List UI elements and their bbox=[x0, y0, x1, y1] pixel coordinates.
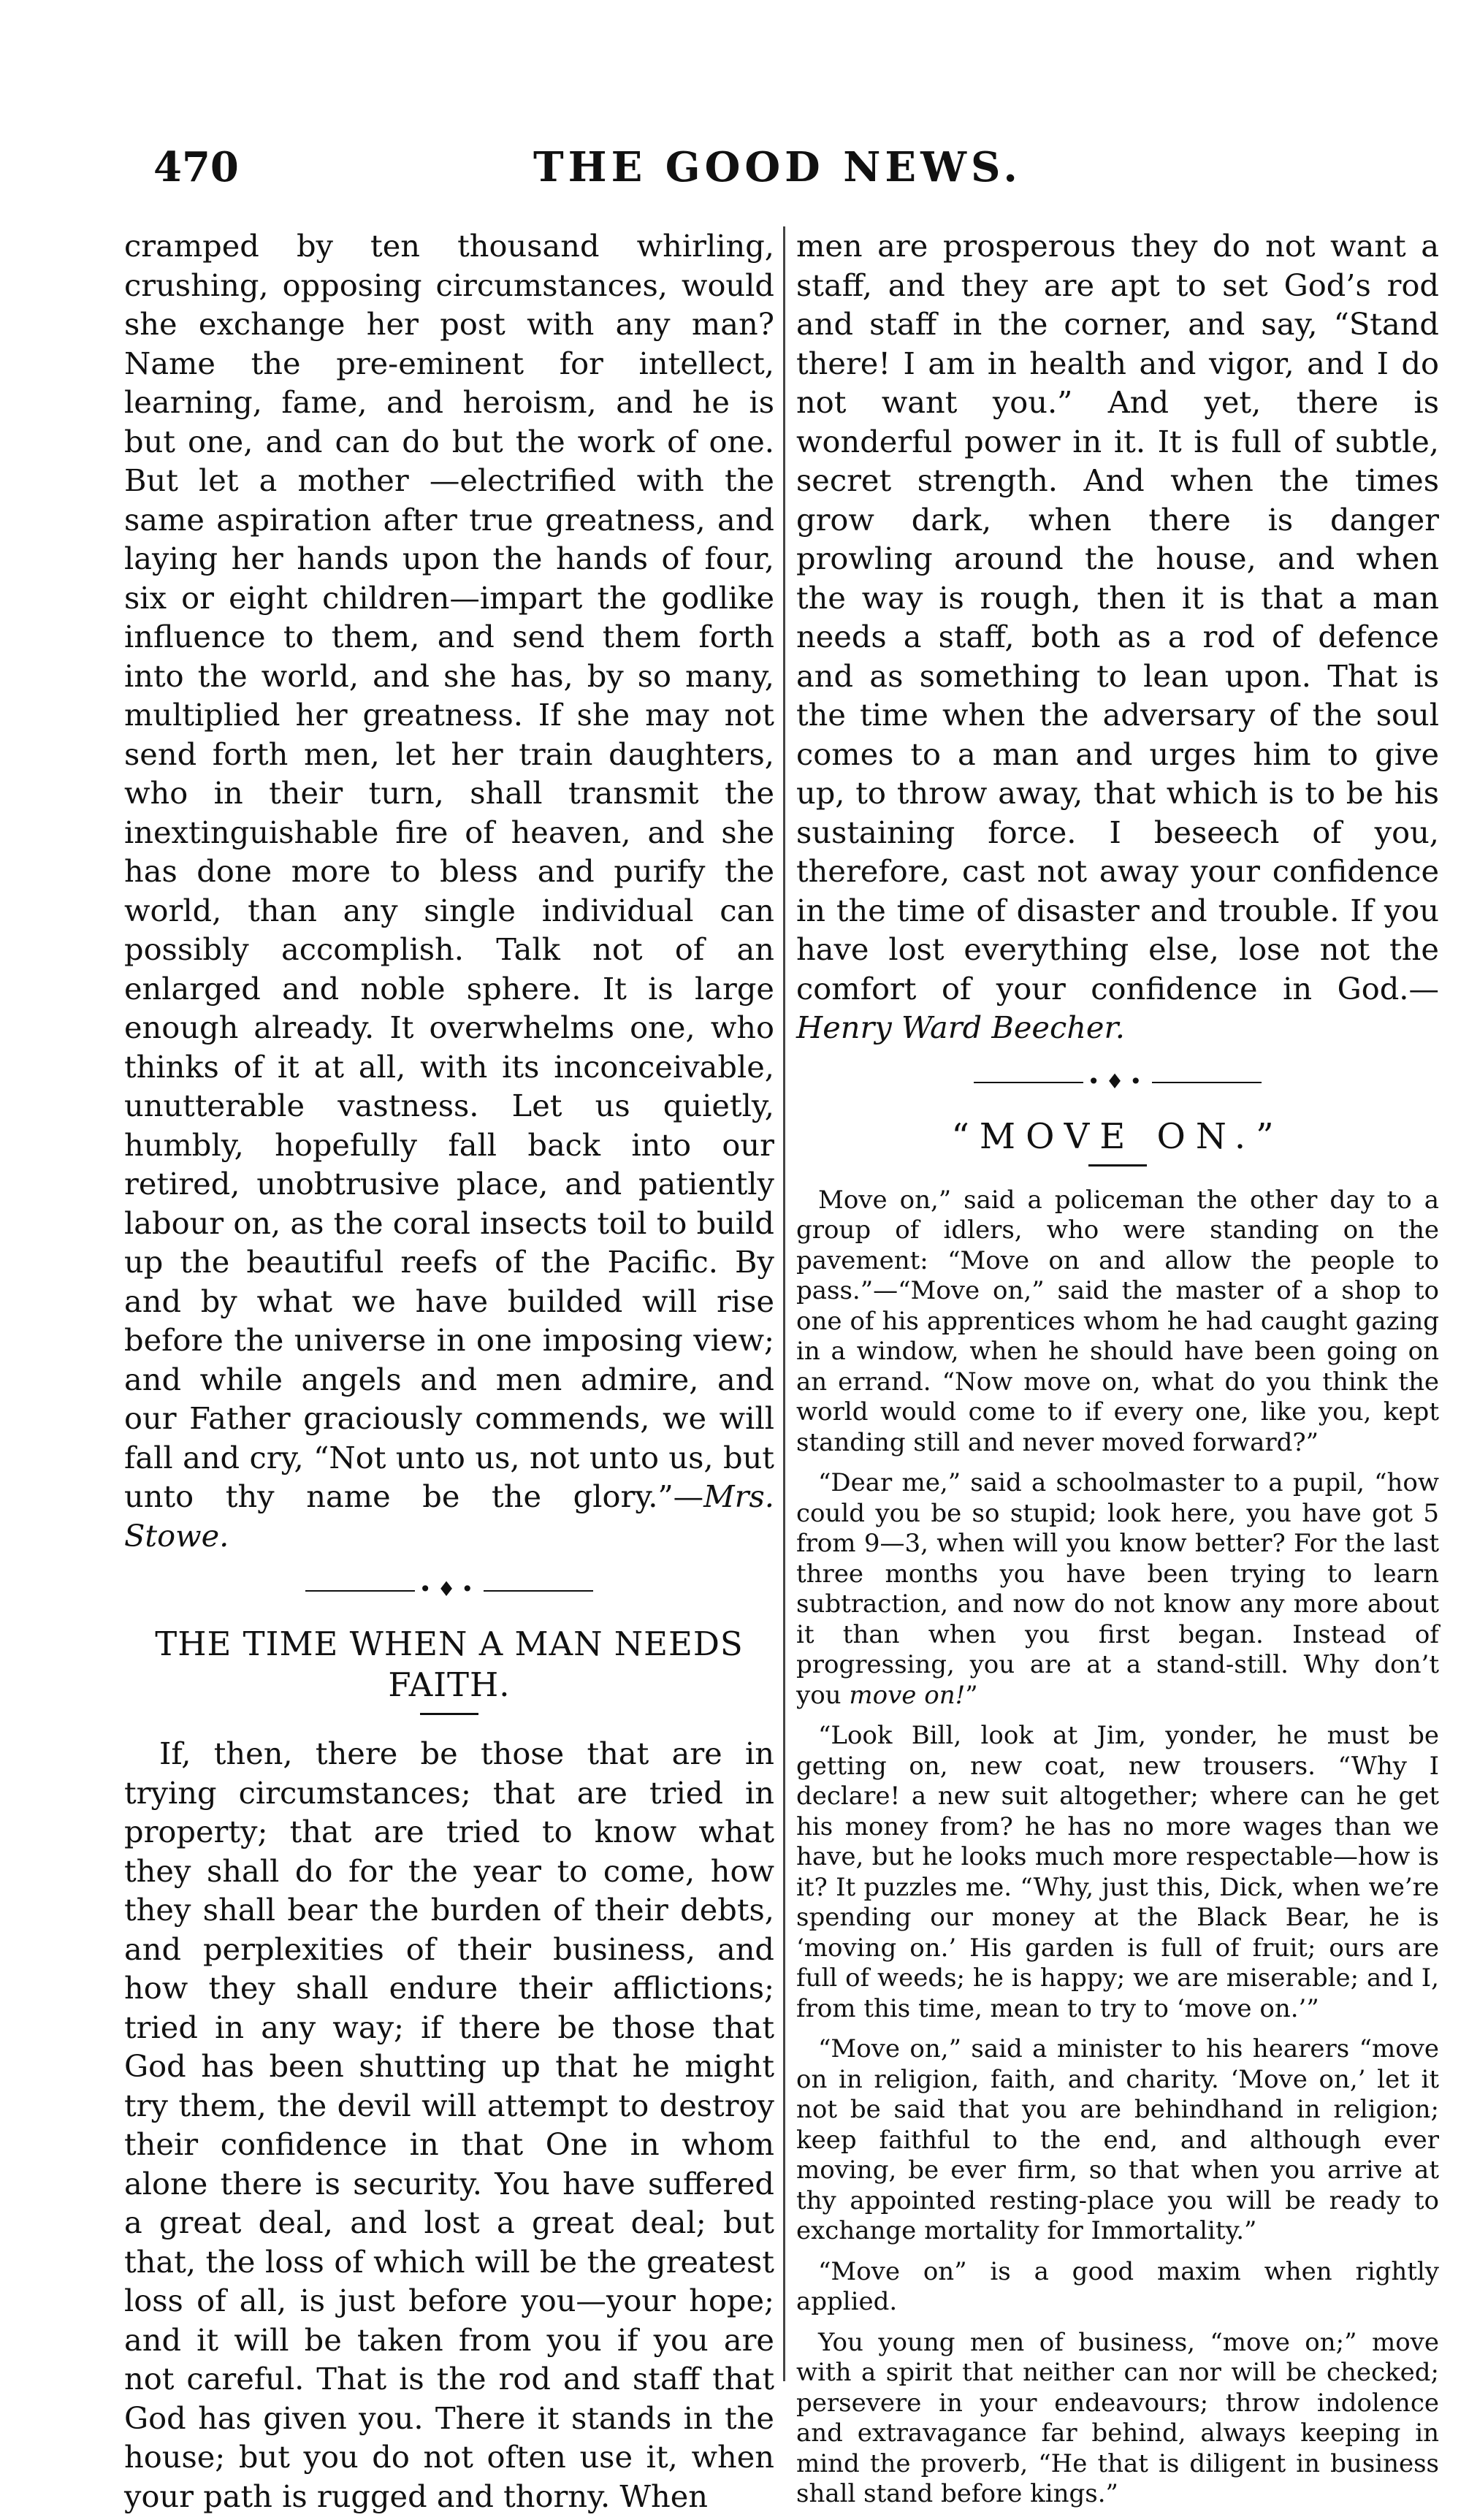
paragraph-text: cramped by ten thousand whirling, crushing, opposing circumstances, would she exchange her post with any man? Name the pre-eminent for intellect, learning, fame, and heroism, and he is but one, and can do but the work of one. But let a mother —electrified with the same aspiration after true greatness, and laying her hands upon the hands of four, six or eight children—impart the godlike influence to them, and send them forth into the world, and she has, by so many, multiplied her greatness. If she may not send forth men, let her train daughters, who in their turn, shall transmit the inextinguishable fire of heaven, and she has done more to bless and purify the world, than any single individual can possibly accomplish. Talk not of an enlarged and noble sphere. It is large enough already. It overwhelms one, who thinks of it at all, with its inconceivable, unutterable vastness. Let us quietly, humbly, hopefully fall back into our retired, unobtrusive place, and patiently labour on, as the coral insects toil to build up the beautiful reefs of the Pacific. By and by what we have builded will rise before the universe in one imposing view; and while angels and men admire, and our Father graciously commends, we will fall and cry, “Not unto us, not unto us, but unto thy name be the glory.”— bbox=[124, 228, 775, 1514]
article-faith-continuation bbox=[796, 226, 1439, 1047]
closing-quote: ” bbox=[965, 1680, 978, 1710]
page-number: 470 bbox=[153, 143, 239, 191]
move-on-paragraph-6: You young men of business, “move on;” move with a spirit that neither can nor will be checked; persevere in your endeavours; throw indolence and extravagance far behind, always keeping in mind the proverb, “He that is diligent in business shall stand before kings.” bbox=[796, 2327, 1439, 2508]
move-on-paragraph-2 bbox=[796, 1468, 1439, 1711]
move-on-paragraph-4: “Move on,” said a minister to his hearers “move on in religion, faith, and charity. ‘Move on,’ let it not be said that you are behindhand in religion; keep faithful to the end, and although ever moving, be ever firm, so that when you arrive at thy appointed resting-place you will be ready to exchange mortality for Immortality.” bbox=[796, 2034, 1439, 2245]
paragraph-text: “Dear me,” said a schoolmaster to a pupil, “how could you be so stupid; look here, you have got 5 from 9—3, when will you know better? For the last three months you have been trying to learn subtraction, and now do not know any more about it than when you first began. Instead of progressing, you are at a stand-still. Why don’t you bbox=[796, 1468, 1439, 1710]
right-column bbox=[796, 226, 1439, 2520]
move-on-paragraph-1: Move on,” said a policeman the other day to a group of idlers, who were standing on the pavement: “Move on and allow the people to pass.”—“Move on,” said the master of a shop to one of his apprentices whom he had caught gazing in a window, when he should have been going on an errand. “Now move on, what do you think the world would come to if every one, like you, kept standing still and never moved forward?” bbox=[796, 1185, 1439, 1457]
left-column bbox=[124, 226, 774, 2516]
heading-rule bbox=[420, 1713, 478, 1715]
article-heading-move-on: “MOVE ON.” bbox=[951, 1115, 1284, 1157]
heading-rule bbox=[1088, 1164, 1147, 1167]
move-on-paragraph-3: “Look Bill, look at Jim, yonder, he must be getting on, new coat, new trousers. “Why I declare! a new suit altogether; where can he get his money from? he has no more wages than we have, but he looks much more respectable—how is it? It puzzles me. “Why, just this, Dick, when we’re spending our money at the Black Bear, he is ‘moving on.’ His garden is full of fruit; ours are full of weeds; he is happy; we are miserable; and I, from this time, mean to try to ‘move on.’” bbox=[796, 1721, 1439, 2023]
article-heading-faith: THE TIME WHEN A MAN NEEDS FAITH. bbox=[155, 1624, 744, 1704]
running-title: THE GOOD NEWS. bbox=[533, 143, 1022, 191]
attribution-beecher: Henry Ward Beecher. bbox=[796, 1009, 1125, 1045]
attribution-stowe: Mrs. Stowe. bbox=[124, 1478, 774, 1554]
page-header bbox=[153, 143, 1395, 209]
move-on-paragraph-5: “Move on” is a good maxim when rightly applied. bbox=[796, 2256, 1439, 2316]
italic-phrase: move on! bbox=[849, 1680, 966, 1710]
article-continuation bbox=[124, 226, 774, 1555]
article-faith-body: If, then, there be those that are in trying circumstances; that are tried in property; that are tried to know what they shall do for the year to come, how they shall bear the burden of their debts, and perplexities of their business, and how they shall endure their afflictions; tried in any way; if there be those that God has been shutting up that he might try them, the devil will attempt to destroy their confidence in that One in whom alone there is security. You have suffered a great deal, and lost a great deal; but that, the loss of which will be the greatest loss of all, is just before you—your hope; and it will be taken from you if you are not careful. That is the rod and staff that God has given you. There it stands in the house; but you do not often use it, when your path is rugged and thorny. When bbox=[124, 1736, 774, 2514]
section-ornament: •♦• bbox=[796, 1064, 1439, 1100]
column-divider bbox=[783, 226, 785, 2381]
paragraph-text: men are prosperous they do not want a staff, and they are apt to set God’s rod and staff in the corner, and say, “Stand there! I am in health and vigor, and I do not want you.” And yet, there is wonderful power in it. It is full of subtle, secret strength. And when the times grow dark, when there is danger prowling around the house, and when the way is rough, then it is that a man needs a staff, both as a rod of defence and as something to lean upon. That is the time when the adversary of the soul comes to a man and urges him to give up, to throw away, that which is to be his sustaining force. I beseech of you, therefore, cast not away your confidence in the time of disaster and trouble. If you have lost everything else, lose not the comfort of your confidence in God.— bbox=[796, 228, 1439, 1007]
section-ornament: •♦• bbox=[124, 1571, 774, 1608]
